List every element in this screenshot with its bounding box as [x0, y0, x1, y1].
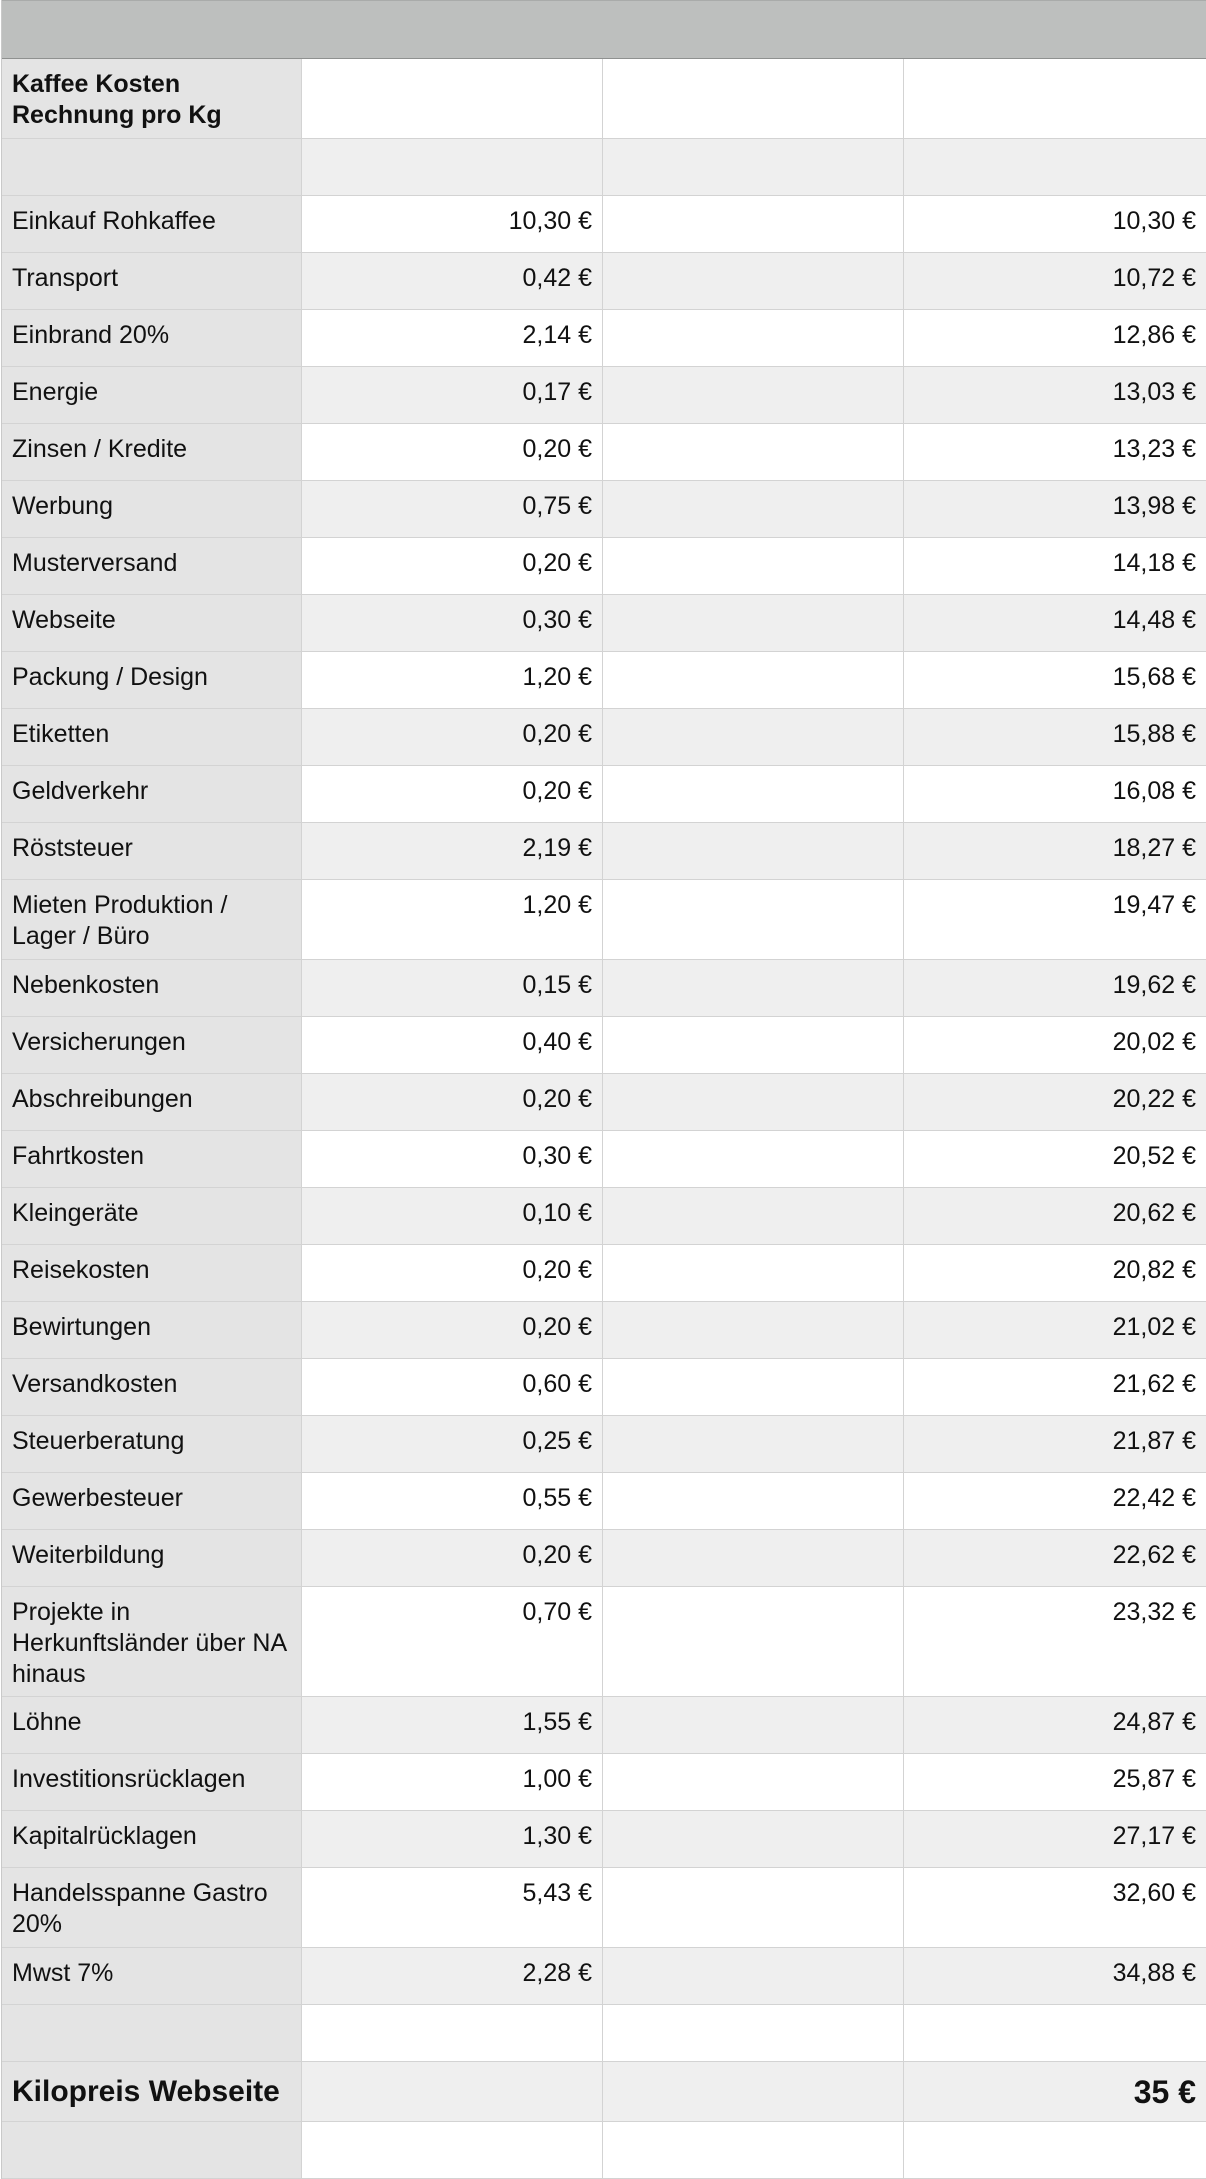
cumulative-cell[interactable]: 21,87 € — [904, 1416, 1206, 1472]
cell[interactable] — [2, 2122, 302, 2178]
cell[interactable] — [603, 1754, 904, 1810]
cumulative-cell[interactable]: 22,42 € — [904, 1473, 1206, 1529]
table-row — [2, 652, 1206, 709]
cost-cell[interactable]: 0,70 € — [302, 1587, 603, 1696]
table-row — [2, 1302, 1206, 1359]
cell[interactable] — [603, 59, 904, 138]
cell[interactable] — [603, 2005, 904, 2061]
cumulative-cell[interactable]: 23,32 € — [904, 1587, 1206, 1696]
cell[interactable] — [603, 1587, 904, 1696]
cell[interactable] — [302, 59, 603, 138]
cost-cell[interactable]: 1,20 € — [302, 652, 603, 708]
row-label[interactable]: Geldverkehr — [2, 766, 302, 822]
cumulative-cell[interactable]: 12,86 € — [904, 310, 1206, 366]
cost-cell[interactable]: 0,30 € — [302, 595, 603, 651]
cost-cell[interactable]: 1,00 € — [302, 1754, 603, 1810]
cost-cell[interactable]: 0,55 € — [302, 1473, 603, 1529]
table-row — [2, 595, 1206, 652]
cumulative-cell[interactable]: 10,30 € — [904, 196, 1206, 252]
cell[interactable] — [603, 196, 904, 252]
table-row — [2, 196, 1206, 253]
table-row — [2, 310, 1206, 367]
cumulative-cell[interactable]: 34,88 € — [904, 1948, 1206, 2004]
table-header-bar — [2, 0, 1206, 59]
table-row — [2, 766, 1206, 823]
table-row — [2, 424, 1206, 481]
cost-cell[interactable]: 1,30 € — [302, 1811, 603, 1867]
cell[interactable] — [603, 1697, 904, 1753]
row-label[interactable]: Bewirtungen — [2, 1302, 302, 1358]
cumulative-cell[interactable]: 21,02 € — [904, 1302, 1206, 1358]
total-label[interactable]: Kilopreis Webseite — [2, 2062, 302, 2121]
cumulative-cell[interactable]: 16,08 € — [904, 766, 1206, 822]
table-row — [2, 960, 1206, 1017]
cumulative-cell[interactable]: 14,18 € — [904, 538, 1206, 594]
total-row — [2, 2062, 1206, 2122]
cost-cell[interactable]: 0,15 € — [302, 960, 603, 1016]
cumulative-cell[interactable]: 19,47 € — [904, 880, 1206, 959]
cell[interactable] — [302, 2005, 603, 2061]
cost-cell[interactable]: 0,20 € — [302, 1074, 603, 1130]
cell[interactable] — [603, 1416, 904, 1472]
cumulative-cell[interactable]: 24,87 € — [904, 1697, 1206, 1753]
cell[interactable] — [603, 253, 904, 309]
cell[interactable] — [603, 310, 904, 366]
row-label[interactable]: Abschreibungen — [2, 1074, 302, 1130]
cell[interactable] — [904, 59, 1206, 138]
cell[interactable] — [603, 1245, 904, 1301]
cumulative-cell[interactable]: 18,27 € — [904, 823, 1206, 879]
cell[interactable] — [302, 139, 603, 195]
table-row — [2, 1697, 1206, 1754]
cumulative-cell[interactable]: 20,02 € — [904, 1017, 1206, 1073]
row-label[interactable]: Steuerberatung — [2, 1416, 302, 1472]
row-label[interactable]: Fahrtkosten — [2, 1131, 302, 1187]
cell[interactable] — [603, 2062, 904, 2121]
cumulative-cell[interactable]: 32,60 € — [904, 1868, 1206, 1947]
empty-row — [2, 2005, 1206, 2062]
row-label[interactable]: Röststeuer — [2, 823, 302, 879]
title-row — [2, 59, 1206, 139]
table-row — [2, 1188, 1206, 1245]
cost-cell[interactable]: 5,43 € — [302, 1868, 603, 1947]
cell[interactable] — [603, 652, 904, 708]
cost-cell[interactable]: 0,20 € — [302, 766, 603, 822]
cumulative-cell[interactable]: 27,17 € — [904, 1811, 1206, 1867]
table-row — [2, 481, 1206, 538]
cost-cell[interactable]: 0,20 € — [302, 709, 603, 765]
cell[interactable] — [603, 595, 904, 651]
cell[interactable] — [603, 424, 904, 480]
cumulative-cell[interactable]: 10,72 € — [904, 253, 1206, 309]
table-row — [2, 709, 1206, 766]
cell[interactable] — [603, 880, 904, 959]
cost-cell[interactable]: 0,20 € — [302, 1530, 603, 1586]
row-label[interactable]: Reisekosten — [2, 1245, 302, 1301]
cell[interactable] — [603, 1948, 904, 2004]
cell[interactable] — [2, 2005, 302, 2061]
cell[interactable] — [603, 1530, 904, 1586]
row-label[interactable]: Handelsspanne Gastro 20% — [2, 1868, 302, 1947]
cell[interactable] — [603, 709, 904, 765]
row-label[interactable]: Etiketten — [2, 709, 302, 765]
cell[interactable] — [603, 2122, 904, 2178]
cell[interactable] — [904, 2005, 1206, 2061]
row-label[interactable]: Gewerbesteuer — [2, 1473, 302, 1529]
cost-cell[interactable]: 2,14 € — [302, 310, 603, 366]
cost-cell[interactable]: 1,55 € — [302, 1697, 603, 1753]
cost-cell[interactable]: 2,28 € — [302, 1948, 603, 2004]
row-label[interactable]: Weiterbildung — [2, 1530, 302, 1586]
row-label[interactable]: Investitionsrücklagen — [2, 1754, 302, 1810]
cumulative-cell[interactable]: 19,62 € — [904, 960, 1206, 1016]
cumulative-cell[interactable]: 13,23 € — [904, 424, 1206, 480]
cost-cell[interactable]: 0,10 € — [302, 1188, 603, 1244]
cumulative-cell[interactable]: 15,68 € — [904, 652, 1206, 708]
cell[interactable] — [603, 766, 904, 822]
cell[interactable] — [603, 1188, 904, 1244]
row-label[interactable]: Mwst 7% — [2, 1948, 302, 2004]
cost-cell[interactable]: 0,60 € — [302, 1359, 603, 1415]
table-row — [2, 367, 1206, 424]
table-row — [2, 538, 1206, 595]
cumulative-cell[interactable]: 20,52 € — [904, 1131, 1206, 1187]
cell[interactable] — [904, 2122, 1206, 2178]
table-row — [2, 823, 1206, 880]
table-row — [2, 1017, 1206, 1074]
cumulative-cell[interactable]: 21,62 € — [904, 1359, 1206, 1415]
cost-cell[interactable]: 1,20 € — [302, 880, 603, 959]
cost-cell[interactable]: 2,19 € — [302, 823, 603, 879]
row-label[interactable]: Projekte in Herkunftsländer über NA hinaus — [2, 1587, 302, 1696]
cell[interactable] — [302, 2122, 603, 2178]
cumulative-cell[interactable]: 20,22 € — [904, 1074, 1206, 1130]
cumulative-cell[interactable]: 20,62 € — [904, 1188, 1206, 1244]
cell[interactable] — [603, 1473, 904, 1529]
table-row — [2, 880, 1206, 960]
cell[interactable] — [603, 960, 904, 1016]
cost-cell[interactable]: 0,20 € — [302, 1245, 603, 1301]
cell[interactable] — [603, 367, 904, 423]
cost-cell[interactable]: 0,42 € — [302, 253, 603, 309]
cell[interactable] — [603, 538, 904, 594]
row-label[interactable]: Werbung — [2, 481, 302, 537]
table-row — [2, 253, 1206, 310]
row-label[interactable]: Webseite — [2, 595, 302, 651]
empty-row — [2, 2122, 1206, 2179]
cost-cell[interactable]: 0,25 € — [302, 1416, 603, 1472]
cell[interactable] — [603, 1302, 904, 1358]
cell[interactable] — [603, 481, 904, 537]
cell[interactable] — [302, 2062, 603, 2121]
cumulative-cell[interactable]: 14,48 € — [904, 595, 1206, 651]
row-label[interactable]: Energie — [2, 367, 302, 423]
table-row — [2, 1868, 1206, 1948]
cost-cell[interactable]: 0,20 € — [302, 1302, 603, 1358]
table-title[interactable]: Kaffee Kosten Rechnung pro Kg — [2, 59, 302, 138]
cost-cell[interactable]: 10,30 € — [302, 196, 603, 252]
row-label[interactable]: Versandkosten — [2, 1359, 302, 1415]
cost-cell[interactable]: 0,17 € — [302, 367, 603, 423]
row-label[interactable]: Einkauf Rohkaffee — [2, 196, 302, 252]
row-label[interactable]: Kleingeräte — [2, 1188, 302, 1244]
row-label[interactable]: Musterversand — [2, 538, 302, 594]
table-row — [2, 1359, 1206, 1416]
cost-cell[interactable]: 0,20 € — [302, 424, 603, 480]
table-row — [2, 1473, 1206, 1530]
table-row — [2, 1416, 1206, 1473]
empty-row — [2, 139, 1206, 196]
row-label[interactable]: Packung / Design — [2, 652, 302, 708]
row-label[interactable]: Nebenkosten — [2, 960, 302, 1016]
row-label[interactable]: Löhne — [2, 1697, 302, 1753]
cumulative-cell[interactable]: 22,62 € — [904, 1530, 1206, 1586]
cell[interactable] — [603, 1359, 904, 1415]
table-row — [2, 1530, 1206, 1587]
row-label[interactable]: Transport — [2, 253, 302, 309]
table-row — [2, 1587, 1206, 1697]
cell[interactable] — [603, 1811, 904, 1867]
table-row — [2, 1948, 1206, 2005]
row-label[interactable]: Kapitalrücklagen — [2, 1811, 302, 1867]
cost-cell[interactable]: 0,20 € — [302, 538, 603, 594]
cumulative-cell[interactable]: 25,87 € — [904, 1754, 1206, 1810]
row-label[interactable]: Mieten Produktion / Lager / Büro — [2, 880, 302, 959]
table-row — [2, 1131, 1206, 1188]
table-row — [2, 1754, 1206, 1811]
cost-cell[interactable]: 0,40 € — [302, 1017, 603, 1073]
cost-cell[interactable]: 0,30 € — [302, 1131, 603, 1187]
cell[interactable] — [603, 823, 904, 879]
table-row — [2, 1245, 1206, 1302]
cell[interactable] — [603, 1017, 904, 1073]
table-row — [2, 1074, 1206, 1131]
cumulative-cell[interactable]: 20,82 € — [904, 1245, 1206, 1301]
cost-table — [1, 0, 1206, 2179]
cumulative-cell[interactable]: 13,03 € — [904, 367, 1206, 423]
cell[interactable] — [603, 1074, 904, 1130]
row-label[interactable]: Einbrand 20% — [2, 310, 302, 366]
cell[interactable] — [603, 139, 904, 195]
total-value[interactable]: 35 € — [904, 2062, 1206, 2121]
cell[interactable] — [904, 139, 1206, 195]
table-row — [2, 1811, 1206, 1868]
cumulative-cell[interactable]: 15,88 € — [904, 709, 1206, 765]
cost-cell[interactable]: 0,75 € — [302, 481, 603, 537]
cell[interactable] — [603, 1131, 904, 1187]
cell[interactable] — [2, 139, 302, 195]
cell[interactable] — [603, 1868, 904, 1947]
row-label[interactable]: Zinsen / Kredite — [2, 424, 302, 480]
row-label[interactable]: Versicherungen — [2, 1017, 302, 1073]
cumulative-cell[interactable]: 13,98 € — [904, 481, 1206, 537]
